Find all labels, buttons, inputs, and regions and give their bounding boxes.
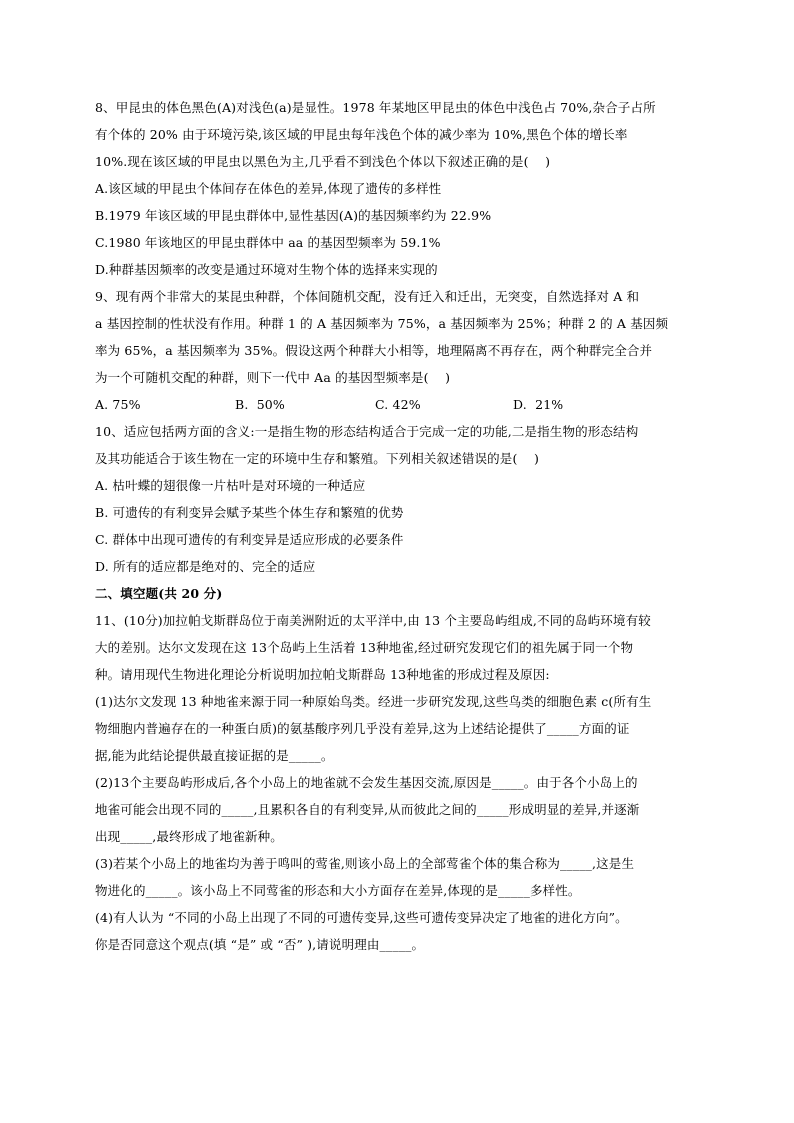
question-11-line-1: 11、(10分)加拉帕戈斯群岛位于南美洲附近的太平洋中,由 13 个主要岛屿组成,不同的岛屿环境有较 [95,613,651,628]
question-9-option-b: B. 50% [235,397,285,412]
question-10-option-d: D. 所有的适应都是绝对的、完全的适应 [95,559,316,574]
question-8-stem-line-1: 8、甲昆虫的体色黑色(A)对浅色(a)是显性。1978 年某地区甲昆虫的体色中浅色占 70%,杂合子占所 [95,100,656,115]
question-9 [95,283,705,418]
question-10 [95,418,705,580]
question-10-stem-line-2: 及其功能适合于该生物在一定的环境中生存和繁殖。下列相关叙述错误的是( ) [95,451,539,466]
question-11-line-11: 物进化的_____。该小岛上不同莺雀的形态和大小方面存在差异,体现的是_____多样性。 [95,883,581,898]
question-8-option-a: A.该区域的甲昆虫个体间存在体色的差异,体现了遗传的多样性 [95,181,442,196]
question-11-line-3: 种。请用现代生物进化理论分析说明加拉帕戈斯群岛 13种地雀的形成过程及原因: [95,667,550,682]
question-9-options [95,391,705,418]
question-8-stem-line-3: 10%.现在该区域的甲昆虫以黑色为主,几乎看不到浅色个体以下叙述正确的是( ) [95,154,551,169]
question-8-option-d: D.种群基因频率的改变是通过环境对生物个体的选择来实现的 [95,262,438,277]
question-10-option-b: B. 可遗传的有利变异会赋予某些个体生存和繁殖的优势 [95,505,404,520]
question-8 [95,94,705,283]
section-2-heading: 二、填空题(共 20 分) [95,586,223,601]
question-11-line-5: 物细胞内普遍存在的一种蛋白质)的氨基酸序列几乎没有差异,这为上述结论提供了_____方面的证 [95,721,630,736]
question-11-line-13: 你是否同意这个观点(填 “是” 或 “否” ),请说明理由_____。 [95,937,425,952]
question-11-line-6: 据,能为此结论提供最直接证据的是_____。 [95,748,334,763]
question-9-stem-line-4: 为一个可随机交配的种群，则下一代中 Aa 的基因型频率是( ) [95,370,451,385]
question-10-option-c: C. 群体中出现可遗传的有利变异是适应形成的必要条件 [95,532,404,547]
question-9-option-d: D. 21% [513,397,564,412]
question-9-stem-line-1: 9、现有两个非常大的某昆虫种群，个体间随机交配，没有迁入和迁出，无突变，自然选择对 A 和 [95,289,640,304]
page-content [95,94,705,958]
question-9-option-c: C. 42% [375,397,421,412]
question-11-line-10: (3)若某个小岛上的地雀均为善于鸣叫的莺雀,则该小岛上的全部莺雀个体的集合称为_____,这是生 [95,856,635,871]
question-9-stem-line-3: 率为 65%，a 基因频率为 35%。假设这两个种群大小相等，地理隔离不再存在，两个种群完全合并 [95,343,653,358]
question-9-option-a: A. 75% [95,397,141,412]
question-8-stem-line-2: 有个体的 20% 由于环境污染,该区域的甲昆虫每年浅色个体的减少率为 10%,黑色个体的增长率 [95,127,628,142]
question-8-option-b: B.1979 年该区域的甲昆虫群体中,显性基因(A)的基因频率约为 22.9% [95,208,492,223]
question-11-line-7: (2)13个主要岛屿形成后,各个小岛上的地雀就不会发生基因交流,原因是_____。由于各个小岛上的 [95,775,638,790]
question-11 [95,607,705,958]
question-9-stem-line-2: a 基因控制的性状没有作用。种群 1 的 A 基因频率为 75%，a 基因频率为 25%；种群 2 的 A 基因频 [95,316,669,331]
question-11-line-8: 地雀可能会出现不同的_____,且累积各自的有利变异,从而彼此之间的_____形成明显的差异,并逐渐 [95,802,640,817]
question-11-line-2: 大的差别。达尔文发现在这 13个岛屿上生活着 13种地雀,经过研究发现它们的祖先属于同一个物 [95,640,634,655]
question-8-option-c: C.1980 年该地区的甲昆虫群体中 aa 的基因型频率为 59.1% [95,235,441,250]
question-10-option-a: A. 枯叶蝶的翅很像一片枯叶是对环境的一种适应 [95,478,366,493]
question-10-stem-line-1: 10、适应包括两方面的含义:一是指生物的形态结构适合于完成一定的功能,二是指生物的形态结构 [95,424,639,439]
question-11-line-4: (1)达尔文发现 13 种地雀来源于同一种原始鸟类。经进一步研究发现,这些鸟类的细胞色素 c(所有生 [95,694,652,709]
question-11-line-9: 出现_____,最终形成了地雀新种。 [95,829,283,844]
question-11-line-12: (4)有人认为 “不同的小岛上出现了不同的可遗传变异,这些可遗传变异决定了地雀的进化方向”。 [95,910,628,925]
